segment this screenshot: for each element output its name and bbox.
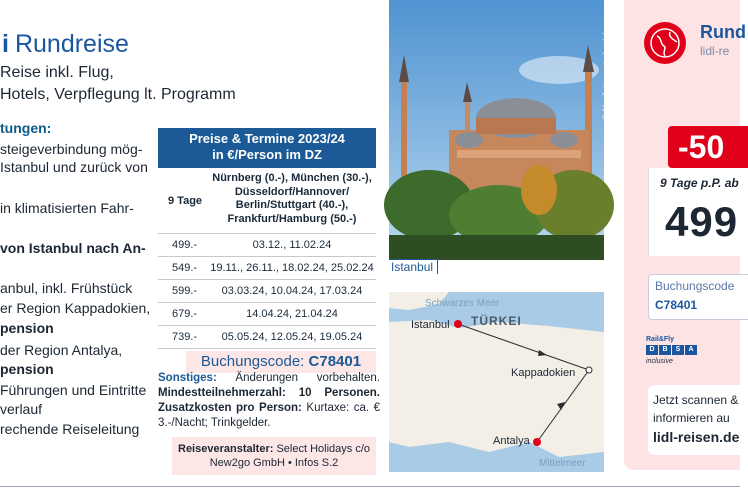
price-cell: 549.- xyxy=(172,262,198,274)
city-label: Kappadokien xyxy=(511,367,576,379)
price-box xyxy=(648,168,748,256)
discount-badge: -50 xyxy=(668,126,748,168)
rail-fly-logo: D B S A xyxy=(646,345,697,355)
service-line: verlauf xyxy=(0,401,43,417)
booking-code-panel xyxy=(648,274,748,320)
divider xyxy=(0,486,740,487)
other-info: Sonstiges: Änderungen vorbehalten. Mindestteilnehmerzahl: 10 Personen. Zusatzkosten pro Person: Kurtaxe: ca. € 3.-/Nacht; Trinkgelder. xyxy=(158,372,380,429)
subtitle: Reise inkl. Flug, Hotels, Verpflegung lt. Programm xyxy=(0,64,236,103)
website-link[interactable]: lidl-reisen.de xyxy=(653,429,740,445)
dates-cell: 19.11., 26.11., 18.02.24, 25.02.24 xyxy=(210,262,374,274)
service-line: der Region Antalya, xyxy=(0,342,123,358)
sea-label-south: Mittelmeer xyxy=(539,458,586,469)
city-marker-antalya xyxy=(533,438,541,446)
sea-label-north: Schwarzes Meer xyxy=(425,298,500,309)
dates-cell: 03.12., 11.02.24 xyxy=(252,239,332,251)
booking-code-value: C78401 xyxy=(655,298,698,312)
globe-icon xyxy=(644,22,686,64)
page-title: i Rundreise xyxy=(2,30,129,58)
price-cell: 679.- xyxy=(172,308,198,320)
scan-box[interactable]: Jetzt scannen & informieren au lidl-reisen.de xyxy=(648,385,748,455)
price-table-header: Preise & Termine 2023/24 in €/Person im DZ xyxy=(158,128,376,168)
table-row xyxy=(158,303,376,326)
booking-code-label: Buchungscode xyxy=(655,279,735,293)
price-cell: 499.- xyxy=(172,239,198,251)
service-line: in klimatisierten Fahr- xyxy=(0,200,134,216)
duration-cell: 9 Tage xyxy=(168,194,203,207)
service-line: pension xyxy=(0,361,54,377)
services-heading: tungen: xyxy=(0,120,52,136)
airports-cell: Nürnberg (0.-), München (30.-), Düsseldorf/Hannover/ Berlin/Stuttgart (40.-), Frankfurt/Hamburg (50.-) xyxy=(212,172,372,225)
city-label: Antalya xyxy=(493,435,530,447)
country-label: TÜRKEI xyxy=(471,314,522,328)
brand-title: Rund xyxy=(700,22,746,42)
price-table xyxy=(158,128,376,373)
dates-cell: 05.05.24, 12.05.24, 19.05.24 xyxy=(221,331,363,343)
service-line: von Istanbul nach An- xyxy=(0,240,146,256)
city-label: Istanbul xyxy=(411,319,450,331)
service-line: pension xyxy=(0,320,54,336)
tour-operator-box: Reiseveranstalter: Select Holidays c/o New2go GmbH • Infos S.2 xyxy=(172,437,376,475)
photo-caption: Istanbul xyxy=(389,259,438,274)
rail-fly-label: Rail&Fly xyxy=(646,336,675,343)
rail-fly-inclusive: inclusive xyxy=(646,358,673,365)
table-row xyxy=(158,234,376,257)
table-row xyxy=(158,326,376,349)
city-marker-istanbul xyxy=(454,320,462,328)
table-row xyxy=(158,168,376,234)
price-cell: 599.- xyxy=(172,285,198,297)
hagia-sophia-photo xyxy=(389,0,611,260)
booking-code-box: Buchungscode: C78401 xyxy=(186,351,376,373)
service-line: Istanbul und zurück von xyxy=(0,159,148,175)
route-map xyxy=(389,292,604,472)
table-row xyxy=(158,257,376,280)
price-value: 499 xyxy=(665,198,739,245)
photo-credit: © AlexAnton - stock.adobe.com xyxy=(602,8,611,120)
service-line: rechende Reiseleitung xyxy=(0,421,140,437)
table-row xyxy=(158,280,376,303)
service-line: Führungen und Eintritte xyxy=(0,382,147,398)
brand-header xyxy=(624,0,746,90)
price-cell: 739.- xyxy=(172,331,198,343)
dates-cell: 03.03.24, 10.04.24, 17.03.24 xyxy=(221,285,363,297)
service-line: anbul, inkl. Frühstück xyxy=(0,280,133,296)
service-line: steigeverbindung mög- xyxy=(0,141,143,157)
dates-cell: 14.04.24, 21.04.24 xyxy=(246,308,338,320)
service-line: er Region Kappadokien, xyxy=(0,300,151,316)
duration-label: 9 Tage p.P. ab xyxy=(660,176,739,190)
city-marker-kappadokien xyxy=(586,367,592,373)
brand-url: lidl-re xyxy=(700,44,730,58)
